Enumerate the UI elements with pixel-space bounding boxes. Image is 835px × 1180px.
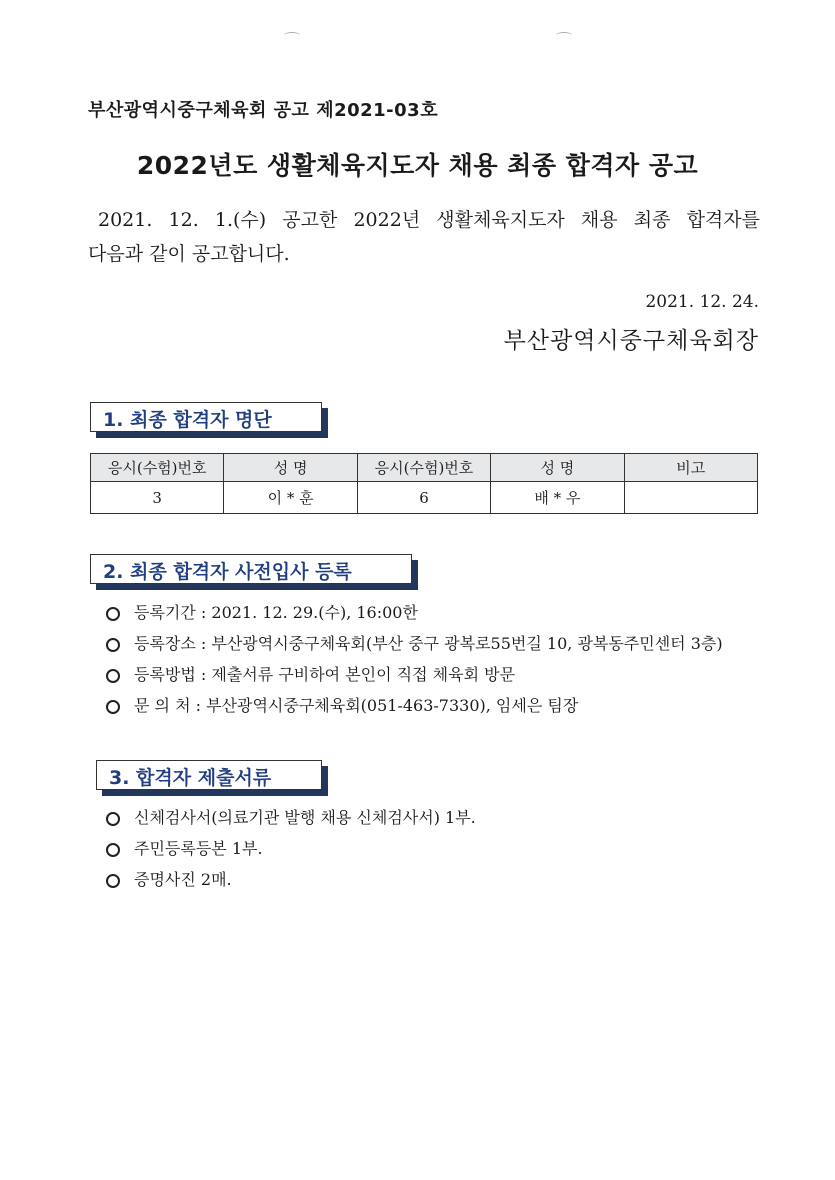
scan-mark — [556, 32, 572, 39]
list-item: 등록방법 : 제출서류 구비하여 본인이 직접 체육회 방문 — [106, 659, 723, 690]
section-2-heading: 2. 최종 합격자 사전입사 등록 — [103, 561, 352, 583]
table-header-row — [91, 454, 758, 482]
scan-mark — [284, 32, 300, 39]
circle-bullet-icon — [106, 607, 120, 621]
section-1-heading-box — [90, 402, 322, 432]
header-exam-number: 응시(수험)번호 — [91, 454, 224, 482]
cell-name: 배 * 우 — [491, 482, 624, 514]
list-item: 증명사진 2매. — [106, 864, 476, 895]
registration-info-list — [106, 597, 723, 721]
issue-date: 2021. 12. 24. — [645, 292, 759, 312]
final-candidates-table — [90, 453, 758, 514]
notice-number: 부산광역시중구체육회 공고 제2021-03호 — [88, 100, 439, 121]
body-line-1: 2021. 12. 1.(수) 공고한 2022년 생활체육지도자 채용 최종 합격자를 — [98, 209, 760, 231]
circle-bullet-icon — [106, 669, 120, 683]
list-item: 주민등록등본 1부. — [106, 833, 476, 864]
list-item: 신체검사서(의료기관 발행 채용 신체검사서) 1부. — [106, 802, 476, 833]
issuing-organization: 부산광역시중구체육회장 — [503, 328, 759, 354]
cell-exam-number: 6 — [357, 482, 490, 514]
circle-bullet-icon — [106, 843, 120, 857]
body-line-2: 다음과 같이 공고합니다. — [88, 243, 290, 265]
list-item: 등록장소 : 부산광역시중구체육회(부산 중구 광복로55번길 10, 광복동주민센터 3층) — [106, 628, 723, 659]
circle-bullet-icon — [106, 874, 120, 888]
document-title: 2022년도 생활체육지도자 채용 최종 합격자 공고 — [136, 151, 699, 180]
circle-bullet-icon — [106, 638, 120, 652]
header-name: 성 명 — [224, 454, 357, 482]
cell-remarks — [624, 482, 757, 514]
circle-bullet-icon — [106, 700, 120, 714]
required-documents-list — [106, 802, 476, 895]
section-3-heading-box — [96, 760, 322, 790]
header-remarks: 비고 — [624, 454, 757, 482]
list-item: 등록기간 : 2021. 12. 29.(수), 16:00한 — [106, 597, 723, 628]
header-exam-number: 응시(수험)번호 — [357, 454, 490, 482]
circle-bullet-icon — [106, 812, 120, 826]
section-2-heading-box — [90, 554, 412, 584]
cell-exam-number: 3 — [91, 482, 224, 514]
cell-name: 이 * 훈 — [224, 482, 357, 514]
table-row — [91, 482, 758, 514]
section-3-heading: 3. 합격자 제출서류 — [109, 767, 272, 789]
header-name: 성 명 — [491, 454, 624, 482]
section-1-heading: 1. 최종 합격자 명단 — [103, 409, 272, 431]
body-paragraph — [88, 203, 760, 271]
list-item: 문 의 처 : 부산광역시중구체육회(051-463-7330), 임세은 팀장 — [106, 690, 723, 721]
